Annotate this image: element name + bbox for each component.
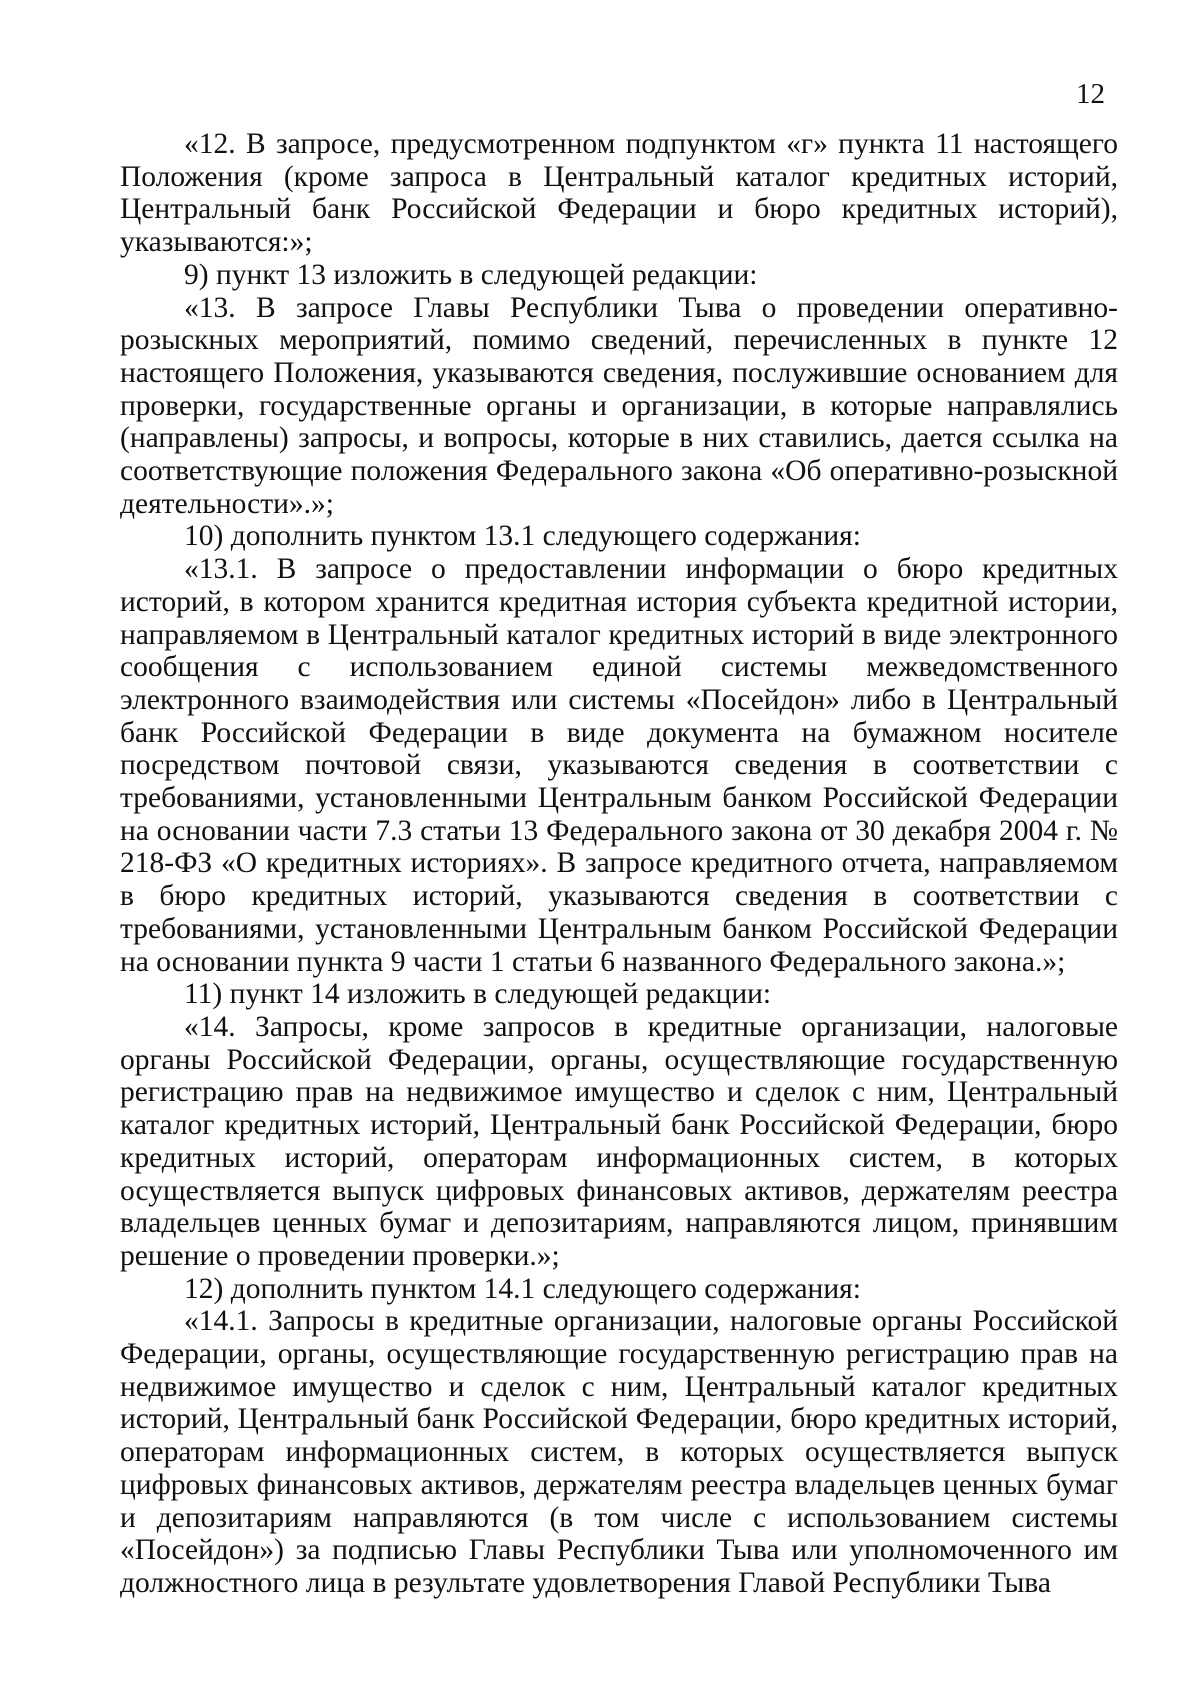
amendment-item-9: 9) пункт 13 изложить в следующей редакции: — [184, 258, 758, 291]
paragraph-13-quote: «13. В запросе Главы Республики Тыва о проведении оперативно-розыскных мероприятий, помимо сведений, перечисленных в пункте 12 настоящего Положения, указываются сведения, послужившие основанием для проверки, государственные органы и организации, в которые направлялись (направлены) запросы, и вопросы, которые в них ставились, дается ссылка на соответствующие положения Федерального закона «Об оперативно-розыскной деятельности».»; — [120, 291, 1118, 520]
paragraph-12-quote: «12. В запросе, предусмотренном подпунктом «г» пункта 11 настоящего Положения (кроме запроса в Центральный каталог кредитных историй, Центральный банк Российской Федерации и бюро кредитных историй), указываются:»; — [120, 128, 1118, 259]
amendment-item-11: 11) пункт 14 изложить в следующей редакции: — [184, 978, 772, 1011]
paragraph-13-1-quote: «13.1. В запросе о предоставлении информации о бюро кредитных историй, в котором хранится кредитная история субъекта кредитной истории, направляемом в Центральный каталог кредитных историй в виде электронного сообщения с использованием единой системы межведомственного электронного взаимодействия или системы «Посейдон» либо в Центральный банк Российской Федерации в виде документа на бумажном носителе посредством почтовой связи, указываются сведения в соответствии с требованиями, установленными Центральным банком Российской Федерации на основании части 7.3 статьи 13 Федерального закона от 30 декабря 2004 г. № 218-ФЗ «О кредитных историях». В запросе кредитного отчета, направляемом в бюро кредитных историй, указываются сведения в соответствии с требованиями, установленными Центральным банком Российской Федерации на основании пункта 9 части 1 статьи 6 названного Федерального закона.»; — [120, 553, 1118, 978]
page-number: 12 — [1076, 78, 1105, 110]
amendment-item-10: 10) дополнить пунктом 13.1 следующего содержания: — [184, 520, 861, 553]
paragraph-14-1-quote: «14.1. Запросы в кредитные организации, налоговые органы Российской Федерации, органы, осуществляющие государственную регистрацию прав на недвижимое имущество и сделок с ним, Центральный каталог кредитных историй, Центральный банк Российской Федерации, бюро кредитных историй, операторам информационных систем, в которых осуществляется выпуск цифровых финансовых активов, держателям реестра владельцев ценных бумаг и депозитариям направляются (в том числе с использованием системы «Посейдон») за подписью Главы Республики Тыва или уполномоченного им должностного лица в результате удовлетворения Главой Республики Тыва — [120, 1305, 1118, 1599]
paragraph-14-quote: «14. Запросы, кроме запросов в кредитные организации, налоговые органы Российской Федерации, органы, осуществляющие государственную регистрацию прав на недвижимое имущество и сделок с ним, Центральный каталог кредитных историй, Центральный банк Российской Федерации, бюро кредитных историй, операторам информационных систем, в которых осуществляется выпуск цифровых финансовых активов, держателям реестра владельцев ценных бумаг и депозитариям, направляются лицом, принявшим решение о проведении проверки.»; — [120, 1010, 1118, 1272]
document-body — [120, 128, 1118, 1600]
amendment-item-12: 12) дополнить пунктом 14.1 следующего содержания: — [184, 1272, 861, 1305]
